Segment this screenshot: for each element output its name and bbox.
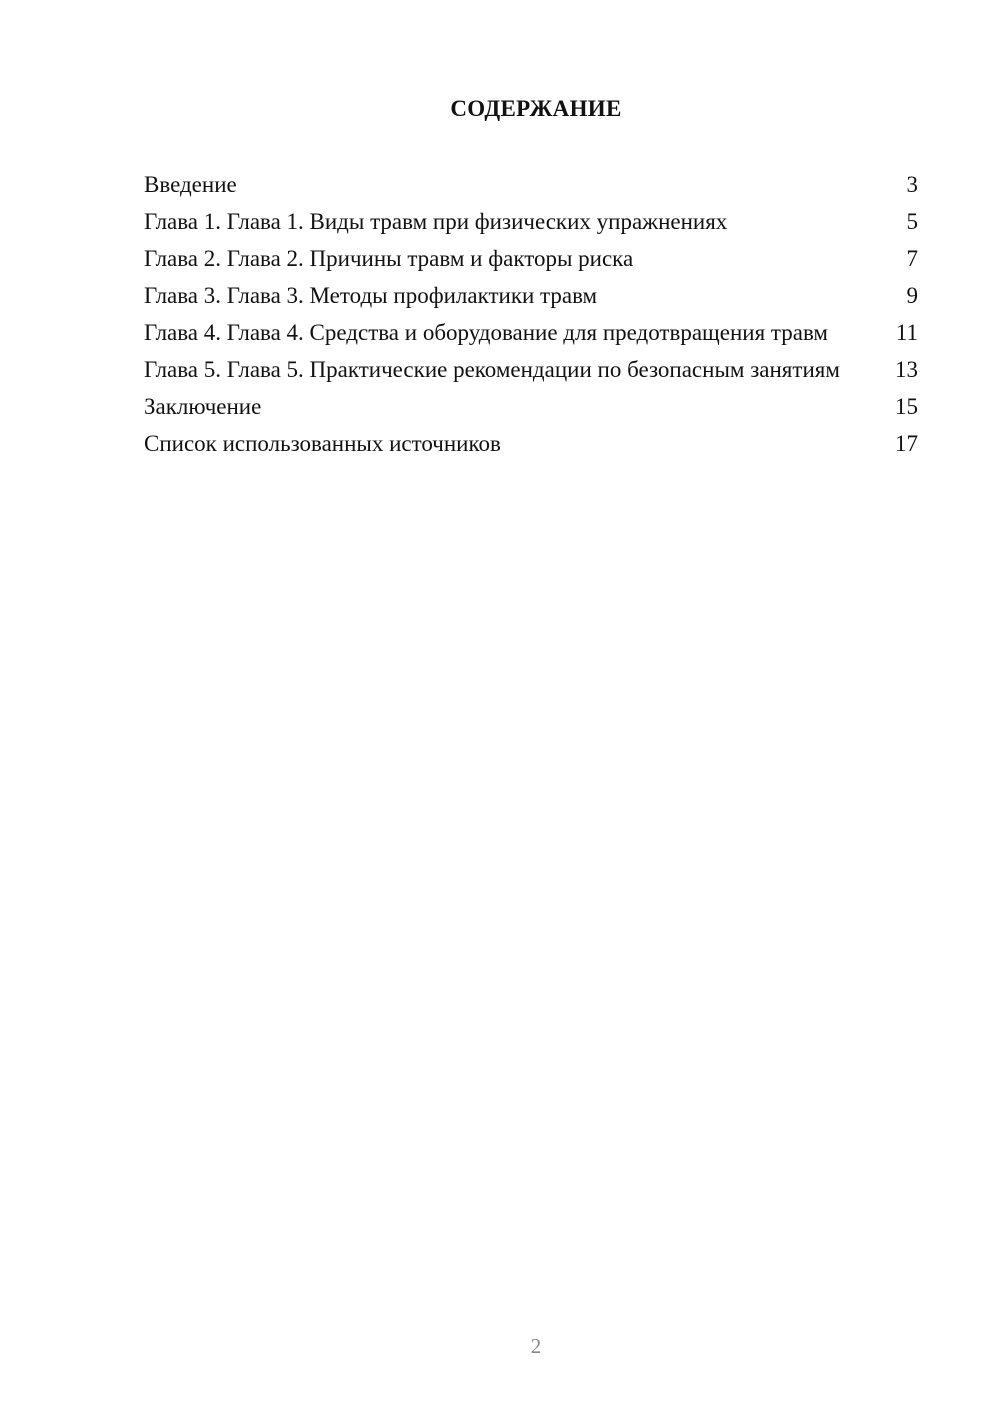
toc-entry-page: 17	[895, 431, 918, 456]
toc-entry-page: 9	[906, 283, 918, 308]
toc-entry-label: Глава 5. Глава 5. Практические рекомендации по безопасным занятиям	[144, 357, 840, 382]
toc-entry-page: 5	[906, 209, 918, 234]
toc-entry-label: Глава 4. Глава 4. Средства и оборудование для предотвращения травм	[144, 320, 828, 345]
toc-entry-chapter-3	[144, 283, 918, 309]
toc-entry-page: 15	[895, 394, 918, 419]
toc-entry-page: 3	[906, 172, 918, 197]
toc-entry-introduction	[144, 172, 918, 198]
toc-entry-conclusion	[144, 394, 918, 420]
toc-entry-label: Глава 1. Глава 1. Виды травм при физических упражнениях	[144, 209, 728, 234]
toc-entry-chapter-1	[144, 209, 918, 235]
toc-entry-page: 7	[906, 246, 918, 271]
toc-entry-label: Введение	[144, 172, 237, 197]
page-title: СОДЕРЖАНИЕ	[450, 96, 622, 121]
table-of-contents	[144, 172, 918, 468]
page-number: 2	[530, 1334, 542, 1358]
toc-entry-label: Заключение	[144, 394, 262, 419]
toc-entry-page: 11	[895, 320, 918, 345]
toc-entry-label: Список использованных источников	[144, 431, 501, 456]
toc-entry-label: Глава 3. Глава 3. Методы профилактики травм	[144, 283, 598, 308]
toc-entry-references	[144, 431, 918, 457]
toc-entry-page: 13	[895, 357, 918, 382]
toc-entry-chapter-2	[144, 246, 918, 272]
toc-entry-chapter-5	[144, 357, 918, 383]
toc-entry-chapter-4	[144, 320, 918, 346]
toc-entry-label: Глава 2. Глава 2. Причины травм и факторы риска	[144, 246, 634, 271]
